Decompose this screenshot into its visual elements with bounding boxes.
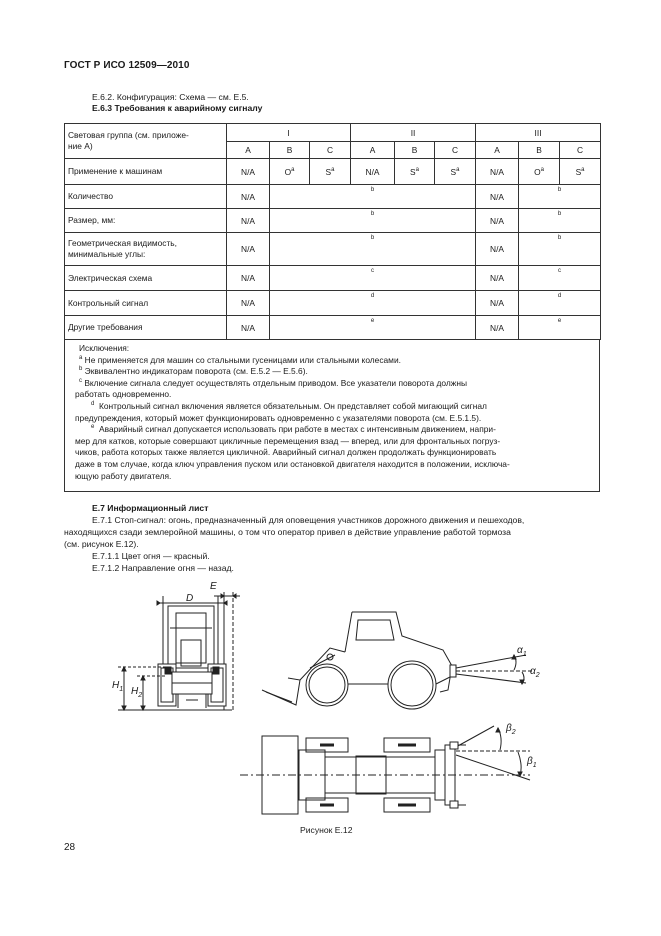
label-beta2: $\beta_2$ [506,723,516,736]
subcol-header: A [351,142,395,159]
table-cell: $S^a$ [435,159,476,185]
table-cell: N/A [476,159,519,185]
table-note-ref: b [519,233,601,266]
note-e: $^e$ Аварийный сигнал допускается использовать при работе в местах с интенсивным движением, напри- [91,424,496,435]
row-label: Геометрическая видимость, минимальные углы: [65,233,227,266]
table-note-ref: b [519,209,601,233]
table-note-ref: c [519,266,601,291]
table-note-ref: b [270,185,476,209]
note-d-cont: предупреждения, который может функционировать одновременно с указателями поворота (см. Е.5.1.5). [75,412,482,423]
row-label: Количество [65,185,227,209]
label-beta1: $\beta_1$ [527,756,537,769]
table-note-ref: d [519,291,601,316]
label-h2: $H_2$ [131,686,143,699]
table-note-ref: b [270,209,476,233]
table-note-ref: e [519,316,601,340]
section-e71-line3: (см. рисунок Е.12). [64,539,139,549]
top-view-drawing [240,726,530,814]
table-cell: N/A [227,316,270,340]
subcol-header: C [560,142,601,159]
label-d: D [186,593,194,604]
note-a: $^a$ Не применяется для машин со стальными гусеницами или стальными колесами. [79,354,401,365]
row-label: Применение к машинам [65,159,227,185]
note-e-cont: даже в том случае, когда ключ управления пуском или остановкой двигателя находится в положении, исключа- [75,458,510,469]
section-e62: Е.6.2. Конфигурация: Схема — см. Е.5. [92,92,249,102]
note-e-cont: ющую работу двигателя. [75,470,172,481]
subcol-header: B [395,142,435,159]
table-cell: N/A [476,266,519,291]
section-e71-line1: Е.7.1 Стоп-сигнал: огонь, предназначенный для оповещения участников дорожного движения и пешеходов, [92,515,525,525]
subcol-header: C [435,142,476,159]
row-label: Контрольный сигнал [65,291,227,316]
note-b: $^b$ Эквивалентно индикаторам поворота (см. Е.5.2 — Е.5.6). [79,366,308,377]
table-cell: N/A [476,316,519,340]
section-e63-title: Е.6.3 Требования к аварийному сигналу [92,103,263,113]
table-cell: N/A [476,233,519,266]
table-cell: N/A [227,233,270,266]
table-cell: $S^a$ [395,159,435,185]
section-e7-title: Е.7 Информационный лист [92,503,209,513]
row-label: Электрическая схема [65,266,227,291]
subcol-header: C [310,142,351,159]
subcol-header: B [519,142,560,159]
table-head-label: Световая группа (см. приложе- ние А) [65,124,227,159]
note-c: $^c$ Включение сигнала следует осуществлять отдельным приводом. Все указатели поворота должны [79,377,467,388]
table-cell: N/A [227,159,270,185]
table-note-ref: b [519,185,601,209]
section-e712: Е.7.1.2 Направление огня — назад. [92,563,234,573]
table-note-ref: e [270,316,476,340]
table-cell: $S^a$ [560,159,601,185]
table-cell: N/A [476,209,519,233]
group-1-header: I [227,124,351,142]
section-e711: Е.7.1.1 Цвет огня — красный. [92,551,210,561]
section-e71-line2: находящихся сзади землеройной машины, о том что оператор привел в действие управление работой тормоза [64,527,511,537]
table-note-ref: c [270,266,476,291]
page-number: 28 [64,842,76,853]
subcol-header: B [270,142,310,159]
note-d: $^d$ Контрольный сигнал включения является обязательным. Он представляет собой мигающий сигнал [91,400,487,411]
table-cell: N/A [351,159,395,185]
page-header: ГОСТ Р ИСО 12509—2010 [64,60,190,71]
group-2-header: II [351,124,476,142]
row-label: Размер, мм: [65,209,227,233]
side-view-drawing [262,612,534,709]
subcol-header: A [476,142,519,159]
table-cell: $O^a$ [519,159,560,185]
table-cell: N/A [227,266,270,291]
table-note-ref: d [270,291,476,316]
label-h1: $H_1$ [112,680,124,693]
note-c-cont: работать одновременно. [75,389,172,400]
note-e-cont: чиков, работа которых также является цикличной. Аварийный сигнал должен продолжать функционировать [75,447,497,458]
table-cell: N/A [227,185,270,209]
subcol-header: A [227,142,270,159]
label-e: E [210,581,217,592]
table-cell: N/A [476,291,519,316]
label-alpha1: $\alpha_1$ [517,645,527,658]
table-cell: $O^a$ [270,159,310,185]
note-e-cont: мер для катков, которые совершают цикличные перемещения взад — вперед, или для фронтальных погруз- [75,435,501,446]
group-3-header: III [476,124,601,142]
table-note-ref: b [270,233,476,266]
figure-caption: Рисунок Е.12 [300,825,353,835]
table-cell: N/A [227,209,270,233]
table-cell: N/A [227,291,270,316]
label-alpha2: $\alpha_2$ [530,666,540,679]
notes-title: Исключения: [79,343,130,353]
table-cell: N/A [476,185,519,209]
row-label: Другие требования [65,316,227,340]
table-cell: $S^a$ [310,159,351,185]
